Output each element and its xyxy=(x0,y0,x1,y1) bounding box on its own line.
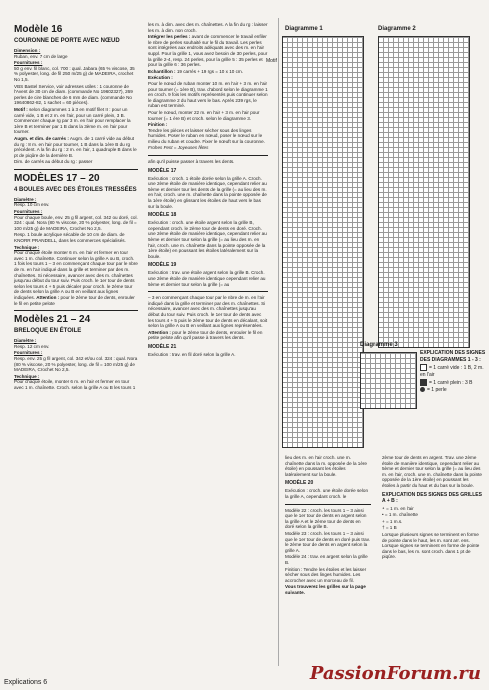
model-20-heading: MODÈLE 20 xyxy=(285,480,314,487)
perles-heading: Intégrer les perles : xyxy=(148,34,191,40)
augm-text: Augm. de 1 carré vide au début du rg : 8 m. en l'air pour tourner, 1 B dans la 1ère B du rg précédent. A la fin du rg : 2 m. en l'air, 1 quadruple B dans le pt de piqûre de la dernière B. xyxy=(14,135,137,158)
legend-heading: EXPLICATION DES SIGNES DES DIAGRAMMES 1 - 3 : xyxy=(420,350,486,363)
column-1 xyxy=(14,22,138,392)
model-18-text: Exécution : croch. une étoile argent selon la grille B, cependant croch. le 2ème tour de dents en doré. Croch. une 2ème étoile de manière identique, cependant relier au 5ème et dernier tour selon la grille (= au lieu des m. en l'air, croch. une m. chaînette dans la pointe opposée de la 1ère étoile) en poussant les étoiles latéralement sur la boule. xyxy=(148,220,267,259)
sign-chain: = 1 m. en l'air xyxy=(386,505,414,511)
attention-text: pour le 2ème tour de dents, enrouler le fil en petite pelote xyxy=(14,294,135,306)
motif-label: Motif xyxy=(266,58,277,64)
execution-heading: Exécution : xyxy=(148,75,173,81)
column-4: 2ème tour de dents en argent. Trav. une 2ème étoile de manière identique, cependant relier au 5ème et dernier tour selon la grille (= au lieu des m. en l'air, croch. une m. chaînette dans la pointe opposée de la 1ère étoile) en poussant les étoiles à partir du haut et du bas sur la boule. EXPLICATION DES SIGNES DES GRILLES A + B : ∘ = 1 m. en l'air • = 1 m. chaînette + = 1 m.s. † = 1 B Lorsque plusieurs signes se terminent en forme de pointe dans le haut, les m. sont arr. ens. Lorsque signes se terminent en forme de pointe dans le bas, les m. sont croch. dans 1 pt de piqûre. xyxy=(382,455,482,560)
model-23-text: Modèle 23 : croch. les tours 1 – 3 ainsi que le 1er tour de dents en doré puis trav. le 2ème tour de dents en argent selon la grille A. xyxy=(285,530,370,553)
model-19-text: Exécution : trav. une étoile argent selon la grille B. Croch. une 2ème étoile de manière identique cependant relier au 5ème et dernier tour selon la grille (= au xyxy=(148,270,266,287)
column-2 xyxy=(148,22,268,359)
models-17-20-subtitle: 4 BOULES AVEC DES ÉTOILES TRESSÉES xyxy=(14,186,137,193)
dimension-text: Ruban, env. 7 cm de large xyxy=(14,53,68,59)
diameter-heading-2: Diamètre : xyxy=(14,338,37,344)
model-17-heading: MODÈLE 17 xyxy=(148,167,177,174)
legend-bead: = 1 perle xyxy=(427,386,447,393)
dimension-heading: Dimension : xyxy=(14,48,41,53)
col2c-text-1: – 3 en commençant chaque tour par le nbre de m. en l'air indiqué dans la grille et terminer par des m. chaînettes. Si nécessaire, avancer avec des m. chaînettes jusqu'au début du tour suiv. Puis croch. le 1er tour de dents avec les tours 4 + 5 puis le 2ème tour de dents en décalant, soit selon la grille A ou B en veillant aux lignes représentées. xyxy=(148,295,268,329)
models-21-24-subtitle: BRELOQUE EN ÉTOILE xyxy=(14,328,82,335)
attention-heading-2: Attention : xyxy=(148,329,171,335)
page-footer: Explications 6 xyxy=(4,679,48,686)
diagram-3-title: Diagramme 3 xyxy=(360,342,398,348)
sign-dc: = 1 B xyxy=(385,525,397,531)
diagram-2-grid xyxy=(378,36,470,348)
technique-text: Pour chaque étoile monter 6 m. en l'air et fermer en tour avec 1 m. chaînette. Continuer selon la grille A ou B, croch. 1 fois les tours 1 – 3 en commençant chaque tour par le nbre de m. en l'air indiqué dans la grille et terminer par des m. chaînettes. Si nécessaire, avancer avec des m. chaînettes jusqu'au début du tour suiv. Puis croch. le 1er tour de dents selon les tours 4 + 5 puis décaler pour croch. le 2ème tour de dents selon la grille A ou B en veillant aux lignes indiquées. xyxy=(14,250,138,300)
technique-heading-2: Technique : xyxy=(14,373,40,379)
model-21-text: Exécution : trav. en fil doré selon la grille A. xyxy=(148,351,236,357)
legend-filled: = 1 carré plein : 3 B xyxy=(429,379,473,386)
signs-tail-text: Lorsque plusieurs signes se terminent en forme de pointe dans le haut, les m. sont arr. ens. Lorsque signes se terminent en forme de pointe dans le bas, les m. sont croch. dans 1 pt de piqûre. xyxy=(382,531,480,560)
watermark: PassionForum.ru xyxy=(309,663,481,684)
legend-empty: = 1 carré vide : 1 B, 2 m. en l'air xyxy=(420,364,484,378)
execution-text: Pour le nœud de ruban monter 10 m. en l'air + 3 m. en l'air pour tourner (= 1ère B), trav. d'abord selon le diagramme 1 en croch. 9 fois les motifs représentés puis continuer selon le diagramme 2 du haut vers le bas. Après 239 rgs, le ruban est terminé. xyxy=(148,80,268,109)
attention-text-2: pour le 2ème tour de dents, enrouler le fil en petite pelote afin qu'il passe à travers les dents. xyxy=(148,329,263,341)
augm-heading: Augm. et dim. de carrés : xyxy=(14,135,69,141)
sample-text: 19 carrés + 19 rgs = 10 x 10 cm. xyxy=(176,68,243,74)
grilles-note: Vous trouverez les grilles sur la page suivante. xyxy=(285,584,366,595)
bead-icon xyxy=(420,387,425,392)
finishing-heading: Finition : xyxy=(148,122,168,128)
diameter-text: Resp. 10 cm env. xyxy=(14,202,50,208)
attention-heading: Attention : xyxy=(36,294,60,300)
model-17-text: Exécution : croch. 1 étoile dorée selon la grille A. Croch. une 2ème étoile de manière identique, cependant relier au 5ème et dernier tour les dents de la grille (= au lieu des m. en l'air, croch. une m. chaînette dans la pointe opposée de la 1ère étoile) en glissant les étoiles de haut vers le bas sur la boule. xyxy=(148,175,267,209)
motif-text: selon diagrammes 1 à 3 en motif filet II : pour un carré vide, 1 B et 2 m. en l'air, pour un carré plein, 3 B. Commencer chaque rg par 3 m. en l'air pour remplacer la 1ère B et terminer par 1 B dans la 3ème m. en l'air pour tourner. xyxy=(14,106,131,135)
diagram-2-title: Diagramme 2 xyxy=(378,26,416,32)
motif-heading: Motif : xyxy=(14,106,28,112)
technique-text-2: Pour chaque étoile, monter 6 m. en l'air et fermer en tour avec 1 m. chaînette. Croch. selon la grille A ou B les tours 1 xyxy=(14,379,136,390)
model-21-heading: MODÈLE 21 xyxy=(148,343,177,350)
col3-text-1: lieu des m. en l'air croch. une m. chaînette dans la m. opposée de la 1ère étoile) en poussant les étoiles latéralement sur la boule. xyxy=(285,455,367,477)
col2b-text-1: afin qu'il puisse passer à travers les dents. xyxy=(148,159,235,165)
empty-square-icon xyxy=(420,364,427,371)
supplies-text-3: Resp. 1 boule acrylique sécable de 10 cm de diam. de KNORR PRANDELL, dans les commerces spécialisés. xyxy=(14,232,126,244)
supplies-heading-2: Fournitures : xyxy=(14,209,43,215)
supplies-text-4: Resp. env. 25 g fil argent, col. 342 et/ou col. 324 : qual. Nora (80 % viscose, 20 % polyester, long. de fil = 100 m/25 g) de MADEIRA, Crochet No 2,5. xyxy=(14,355,138,373)
perles-text: avant de commencer le travail enfiler le nbre de perles souhaité sur le fil du travail. Les perles sont intégrées aux endroits adéquats avec des m. en l'air suppl. Pour la grille 1, vous avez besoin de 30 perles, pour la grille 2-4, resp. 24 perles, pour la grille 5 : 35 perles et pour la grille 6 : 36 perles. xyxy=(148,34,268,68)
diameter-text-2: Resp. 12 cm env. xyxy=(14,343,50,349)
divider-2 xyxy=(14,310,138,311)
sign-slip: = 1 m. chaînette xyxy=(384,512,418,518)
model-16-subtitle: COURONNE DE PORTE AVEC NŒUD xyxy=(14,38,120,44)
execution-text-2: Pour le nœud, monter 22 m. en l'air + 3 m. en l'air pour tourner (= 1 ère B) et croch. selon le diagramme 3. xyxy=(148,109,260,121)
divider-5 xyxy=(285,504,371,505)
finishing-text-2: Finition : Tendre les étoiles et les laisser sécher sous des linges humides. Les accrocher avec un morceau de fil. xyxy=(285,566,367,583)
column-3 xyxy=(285,455,371,596)
filled-square-icon xyxy=(420,379,427,386)
diameter-heading: Diamètre : xyxy=(14,196,37,202)
vbs-text: VBS Bastel Service, voir adresses utiles : 1 couronne de l'Avent de 30 cm de diam. (commande No 19602327), 269 perles de cire blanches de 6 mm de diam. (commande No 19640862-82, 1 sachet = 60 pièces). xyxy=(14,83,133,106)
column-divider xyxy=(278,18,279,666)
divider-4 xyxy=(148,291,268,292)
supplies-heading: Fournitures : xyxy=(14,60,43,66)
divider xyxy=(14,169,138,170)
model-24-text: Modèle 24 : trav. en argent selon la grille B. xyxy=(285,554,368,565)
model-20-text: Exécution : croch. une étoile dorée selon la grille A, cependant croch. le xyxy=(285,488,368,499)
model-19-heading: MODÈLE 19 xyxy=(148,262,177,269)
signs-heading: EXPLICATION DES SIGNES DES GRILLES A + B : xyxy=(382,491,482,504)
diagram-1-grid xyxy=(282,36,364,448)
credit-text: Frohes Fest = Joyeuses fêtes xyxy=(148,145,209,151)
sign-sc: = 1 m.s. xyxy=(385,518,403,524)
model-22-text: Modèle 22 : croch. les tours 1 – 3 ainsi que le 1er tour de dents en argent selon la grille A et le 2ème tour de dents en doré selon la grille B. xyxy=(285,507,367,530)
supplies-text: 50 g env. fil blanc, col. 700 : qual. Jabara (65 % viscose, 35 % polyester, long. de fil 250 m/25 g) de MADEIRA, crochet No 1,5. xyxy=(14,65,135,82)
models-17-20-title: MODÈLES 17 – 20 xyxy=(14,172,100,184)
technique-heading: Technique : xyxy=(14,244,40,250)
col2-text-1: les m. à dim. avec des m. chaînettes. A la fin du rg : laisser les m. à dim. non croch. xyxy=(148,22,268,33)
model-16-title: Modèle 16 xyxy=(14,24,63,35)
col4-text-1: 2ème tour de dents en argent. Trav. une 2ème étoile de manière identique, cependant relier au 5ème et dernier tour selon la grille (= au lieu des m. en l'air, croch. une m. chaînette dans la pointe opposée de la 1ère étoile) en poussant les étoiles à partir du haut et du bas sur la boule. xyxy=(382,455,482,488)
finishing-text: Tendre les pièces et laisser sécher sous des linges humides. Poser le ruban en nœud, poser le nœud sur le milieu du ruban et coudre. Fixer le nœuft sur la couronne. xyxy=(148,127,265,144)
diagram-legend xyxy=(420,350,486,394)
divider-3 xyxy=(148,155,268,156)
model-18-heading: MODÈLE 18 xyxy=(148,212,177,219)
diagram-1-title: Diagramme 1 xyxy=(285,26,323,32)
diagram-3-grid xyxy=(360,352,417,409)
dim-text-2: Dim. de carrés au début du rg : passer xyxy=(14,159,93,165)
models-21-24-title: Modèles 21 – 24 xyxy=(14,314,91,326)
supplies-text-2: Pour chaque boule, env. 25 g fil argent, col. 342 ou doré, col. 324 : qual. Nora (80 % viscose, 20 % polyester, long. de fil = 100 m/25 g) de MADEIRA, Crochet No 2,5. xyxy=(14,214,138,231)
sample-heading: Echantillon : xyxy=(148,68,176,74)
supplies-heading-4: Fournitures : xyxy=(14,350,43,356)
